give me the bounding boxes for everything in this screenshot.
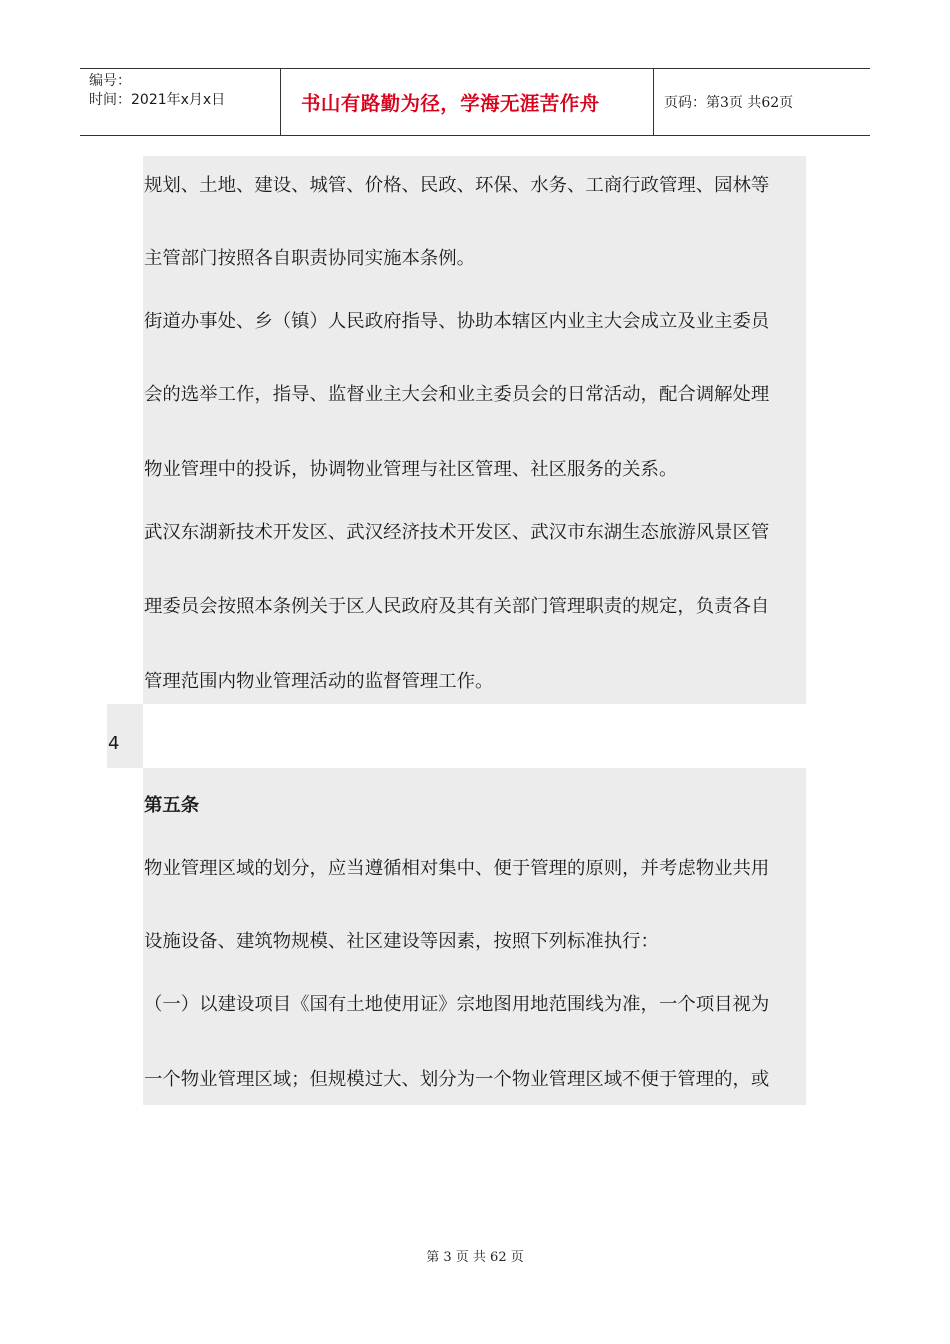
header-page-info: 页码：第3页 共62页 bbox=[664, 95, 794, 111]
body-line: 设施设备、建筑物规模、社区建设等因素，按照下列标准执行： bbox=[144, 931, 659, 952]
serial-label: 编号： bbox=[89, 73, 131, 89]
body-line: 规划、土地、建设、城管、价格、民政、环保、水务、工商行政管理、园林等 bbox=[144, 175, 770, 196]
page-footer: 第 3 页 共 62 页 bbox=[426, 1250, 524, 1265]
article-title: 第五条 bbox=[144, 795, 200, 816]
paragraph-number: 4 bbox=[108, 733, 120, 754]
header-motto-cell bbox=[281, 69, 654, 135]
body-line: 会的选举工作，指导、监督业主大会和业主委员会的日常活动，配合调解处理 bbox=[144, 384, 770, 405]
body-line: 物业管理区域的划分，应当遵循相对集中、便于管理的原则，并考虑物业共用 bbox=[144, 858, 770, 879]
motto-text: 书山有路勤为径，学海无涯苦作舟 bbox=[301, 92, 600, 115]
body-line: （一）以建设项目《国有土地使用证》宗地图用地范围线为准，一个项目视为 bbox=[144, 994, 770, 1015]
body-line: 管理范围内物业管理活动的监督管理工作。 bbox=[144, 671, 494, 692]
body-line: 一个物业管理区域；但规模过大、划分为一个物业管理区域不便于管理的，或 bbox=[144, 1069, 770, 1090]
header-meta bbox=[80, 69, 281, 135]
body-line: 武汉东湖新技术开发区、武汉经济技术开发区、武汉市东湖生态旅游风景区管 bbox=[144, 522, 770, 543]
time-label: 时间：2021年x月x日 bbox=[89, 92, 226, 108]
body-line: 街道办事处、乡（镇）人民政府指导、协助本辖区内业主大会成立及业主委员 bbox=[144, 311, 770, 332]
header-table bbox=[80, 68, 870, 136]
text-highlight-block bbox=[143, 156, 806, 704]
body-line: 物业管理中的投诉，协调物业管理与社区管理、社区服务的关系。 bbox=[144, 459, 678, 480]
body-line: 主管部门按照各自职责协同实施本条例。 bbox=[144, 248, 476, 269]
body-line: 理委员会按照本条例关于区人民政府及其有关部门管理职责的规定，负责各自 bbox=[144, 596, 770, 617]
